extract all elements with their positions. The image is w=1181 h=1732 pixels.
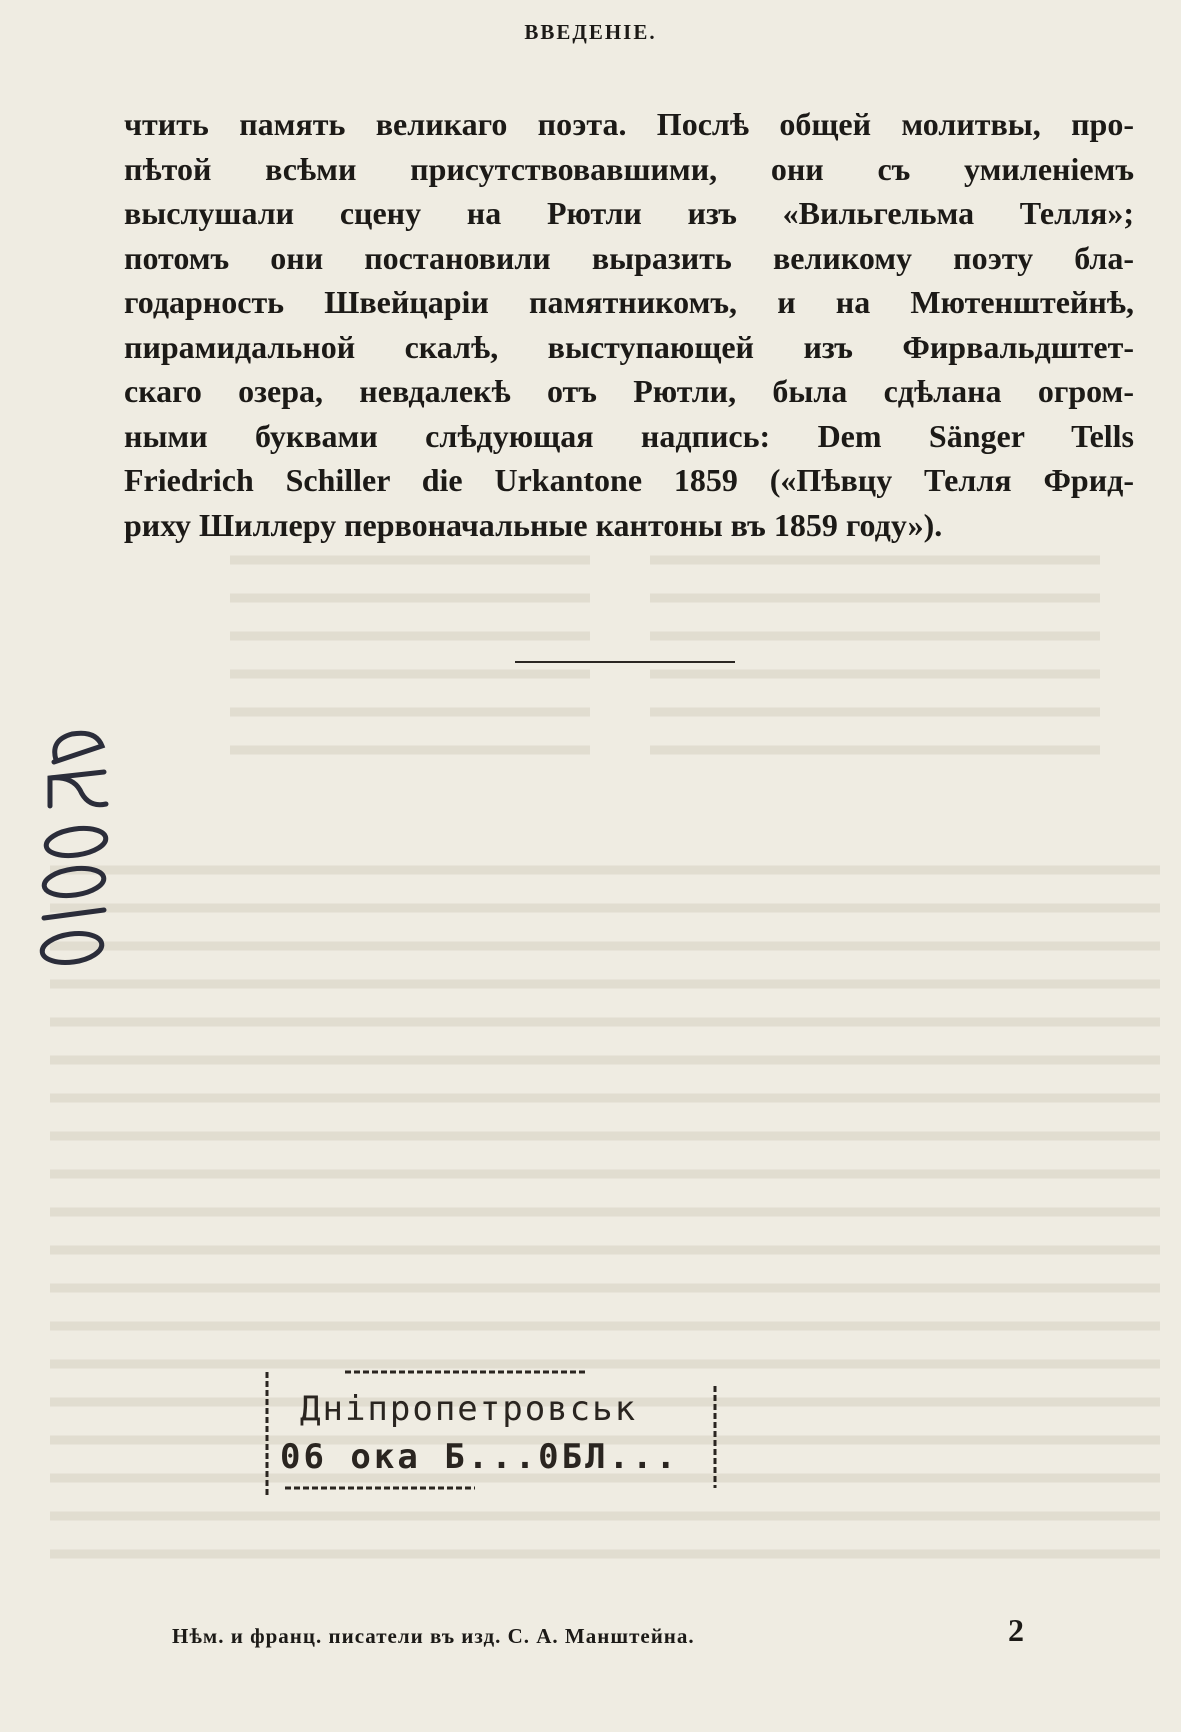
text-line: годарность Швейцаріи памятникомъ, и на Мютенштейнѣ,: [124, 284, 1134, 320]
handwritten-inventory-number: [20, 720, 120, 980]
text-line: риху Шиллеру первоначальные кантоны въ 1859 году»).: [124, 506, 943, 543]
stamp-line-1: Днiпропетровськ: [300, 1389, 638, 1429]
stamp-line-2: 06 ока Б...0БЛ...: [280, 1437, 679, 1477]
library-stamp: [255, 1368, 735, 1503]
body-paragraph: [124, 102, 1134, 547]
text-line: пѣтой всѣми присутствовавшими, они съ умиленіемъ: [124, 150, 1134, 187]
section-divider: [515, 661, 735, 663]
text-line: скаго озера, невдалекѣ отъ Рютли, была сдѣлана огром-: [124, 373, 1134, 409]
page-header: ВВЕДЕНІЕ.: [524, 20, 657, 44]
text-line: ными буквами слѣдующая надпись: Dem Sänger Tells: [124, 417, 1134, 454]
footer-publisher: Нѣм. и франц. писатели въ изд. С. А. Манштейна.: [172, 1624, 695, 1648]
text-line: чтить память великаго поэта. Послѣ общей молитвы, про-: [124, 106, 1134, 142]
text-line: потомъ они постановили выразить великому поэту бла-: [124, 239, 1134, 276]
text-line: выслушали сцену на Рютли изъ «Вильгельма Телля»;: [124, 195, 1134, 231]
page-number: 2: [1008, 1612, 1024, 1648]
text-line: пирамидальной скалѣ, выступающей изъ Фирвальдштет-: [124, 328, 1134, 365]
text-line: Friedrich Schiller die Urkantone 1859 («Пѣвцу Телля Фрид-: [124, 462, 1134, 498]
